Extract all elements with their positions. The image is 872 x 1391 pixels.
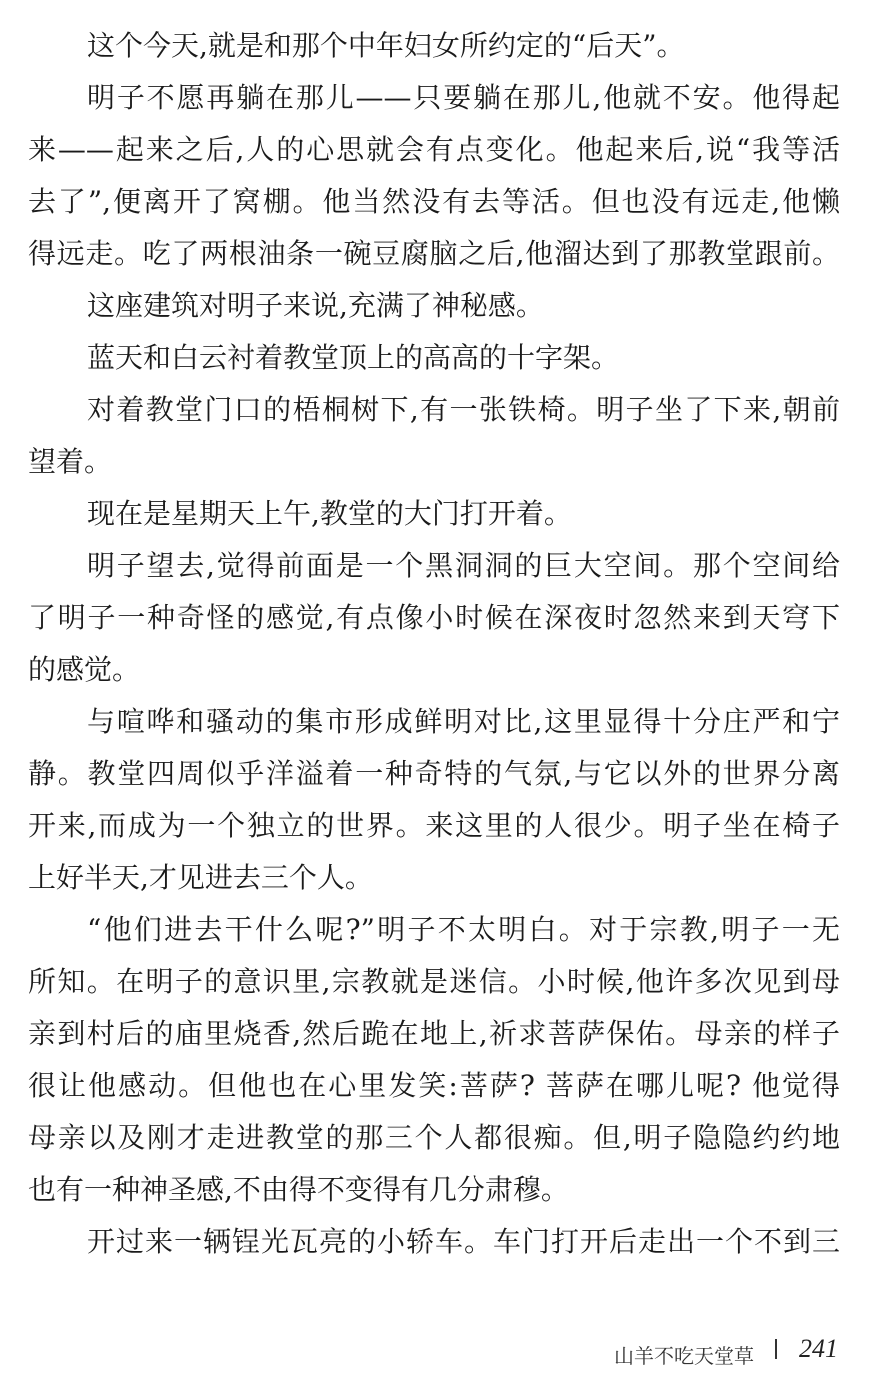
text-line: 这座建筑对明子来说,充满了神秘感。 — [87, 289, 544, 322]
text-line: 很让他感动。但他也在心里发笑:菩萨? 菩萨在哪儿呢? 他觉得 — [28, 1069, 840, 1102]
text-line: 对着教堂门口的梧桐树下,有一张铁椅。明子坐了下来,朝前 — [87, 393, 840, 426]
text-line: 所知。在明子的意识里,宗教就是迷信。小时候,他许多次见到母 — [28, 965, 840, 998]
text-line: 了明子一种奇怪的感觉,有点像小时候在深夜时忽然来到天穹下 — [28, 601, 840, 634]
page-footer — [0, 1334, 872, 1368]
text-line: 现在是星期天上午,教堂的大门打开着。 — [87, 497, 572, 530]
text-line: 这个今天,就是和那个中年妇女所约定的“后天”。 — [87, 29, 685, 62]
running-title: 山羊不吃天堂草 — [614, 1344, 754, 1368]
footer-divider — [775, 1339, 777, 1359]
text-line: 望着。 — [28, 445, 113, 478]
text-line: 静。教堂四周似乎洋溢着一种奇特的气氛,与它以外的世界分离 — [28, 757, 840, 790]
text-line: 蓝天和白云衬着教堂顶上的高高的十字架。 — [87, 341, 620, 374]
text-line: 来——起来之后,人的心思就会有点变化。他起来后,说“我等活 — [28, 133, 840, 166]
text-line: 也有一种神圣感,不由得不变得有几分肃穆。 — [28, 1173, 569, 1206]
text-line: 开来,而成为一个独立的世界。来这里的人很少。明子坐在椅子 — [28, 809, 840, 842]
text-line: “他们进去干什么呢?”明子不太明白。对于宗教,明子一无 — [87, 913, 840, 946]
text-line: 明子不愿再躺在那儿——只要躺在那儿,他就不安。他得起 — [87, 81, 840, 114]
text-line: 明子望去,觉得前面是一个黑洞洞的巨大空间。那个空间给 — [87, 549, 840, 582]
text-line: 去了”,便离开了窝棚。他当然没有去等活。但也没有远走,他懒 — [28, 185, 840, 218]
text-line: 开过来一辆锃光瓦亮的小轿车。车门打开后走出一个不到三 — [87, 1225, 840, 1258]
text-line: 母亲以及刚才走进教堂的那三个人都很痴。但,明子隐隐约约地 — [28, 1121, 840, 1154]
text-line: 得远走。吃了两根油条一碗豆腐脑之后,他溜达到了那教堂跟前。 — [28, 237, 840, 270]
text-line: 的感觉。 — [28, 653, 141, 686]
text-line: 亲到村后的庙里烧香,然后跪在地上,祈求菩萨保佑。母亲的样子 — [28, 1017, 840, 1050]
text-line: 与喧哗和骚动的集市形成鲜明对比,这里显得十分庄严和宁 — [87, 705, 840, 738]
text-line: 上好半天,才见进去三个人。 — [28, 861, 373, 894]
page-number: 241 — [799, 1334, 838, 1363]
